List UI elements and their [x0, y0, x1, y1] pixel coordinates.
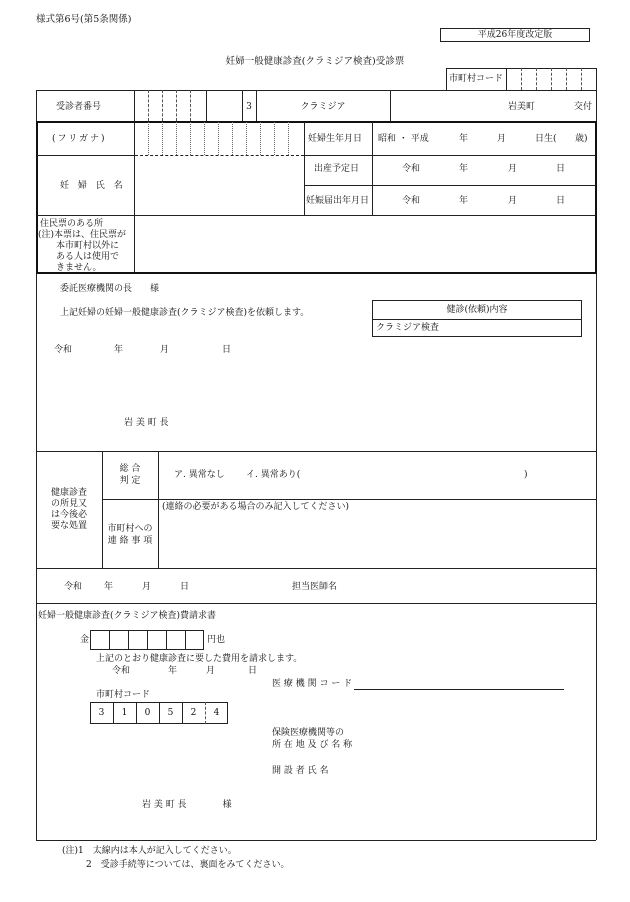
form-title: 妊婦一般健康診査(クラミジア検査)受診票	[225, 56, 405, 67]
thick-left	[36, 121, 38, 274]
footer-note-1: (注)1 太線内は本人が記入してください。	[62, 846, 237, 856]
result-normal[interactable]: ア. 異常なし	[174, 470, 225, 480]
code-digit-5: 2	[190, 708, 197, 718]
amount-cell	[166, 630, 167, 650]
municipality-code-label: 市町村コード	[449, 74, 504, 84]
amount-cell	[185, 630, 186, 650]
findings-label-4: 要な処置	[50, 521, 87, 531]
address-label: 住民票のある所	[40, 219, 104, 229]
row1-top-right	[446, 90, 596, 91]
request-year-label: 年	[114, 345, 124, 355]
due-year-label: 年	[459, 164, 469, 174]
billing-date-era: 令和	[112, 666, 131, 676]
examinee-number-label: 受診者番号	[56, 102, 102, 112]
frame-bottom	[36, 840, 596, 841]
billing-municipality-code-label: 市町村コード	[96, 690, 151, 700]
row1-top	[36, 90, 446, 91]
billing-month-label: 月	[206, 666, 216, 676]
result-abnormal[interactable]: イ. 異常あり(	[246, 470, 301, 480]
issue-label: 交付	[574, 102, 593, 112]
request-body: 上記妊婦の妊婦一般健康診査(クラミジア検査)を依頼します。	[60, 308, 310, 318]
request-content-divider	[372, 319, 582, 320]
abnormal-detail-input[interactable]	[306, 466, 522, 484]
overall-label-1: 総 合	[119, 464, 141, 474]
address-note-2: 本市町村以外に	[56, 241, 120, 251]
doctor-row-bottom	[36, 603, 596, 604]
furigana-bottom	[37, 155, 135, 156]
due-date-label: 出産予定日	[314, 164, 360, 174]
address-note-4: きません。	[56, 263, 102, 273]
doctor-year-label: 年	[104, 582, 114, 592]
findings-label-3: は今後必	[50, 510, 87, 520]
billing-title: 妊婦一般健康診査(クラミジア検査)費請求書	[38, 611, 217, 621]
amount-cell	[128, 630, 129, 650]
address-note-3: ある人は使用で	[56, 252, 120, 262]
municipality-code-input[interactable]	[507, 69, 595, 89]
doctor-day-label: 日	[180, 582, 190, 592]
contact-label-1: 市町村への	[107, 524, 153, 534]
notice-era: 令和	[402, 196, 421, 206]
facility-label-2: 所 在 地 及 び 名 称	[272, 740, 353, 750]
findings-top	[36, 451, 596, 452]
form-number: 様式第6号(第5条関係)	[36, 14, 132, 25]
amount-cell	[147, 630, 148, 650]
birth-year-label: 年	[459, 134, 469, 144]
amount-cell	[109, 630, 110, 650]
doctor-name-input[interactable]	[345, 576, 590, 596]
furigana-label: (フリガナ)	[52, 134, 107, 144]
contact-input[interactable]	[159, 514, 595, 567]
exam-number: 3	[246, 102, 252, 112]
founder-label: 開 設 者 氏 名	[272, 766, 329, 776]
request-date-era: 令和	[54, 345, 73, 355]
town-name: 岩美町	[508, 102, 536, 112]
address-input[interactable]	[135, 216, 595, 271]
code-digit-3: 0	[144, 708, 151, 718]
due-era: 令和	[402, 164, 421, 174]
doctor-month-label: 月	[142, 582, 152, 592]
facility-label-1: 保険医療機関等の	[272, 728, 345, 738]
request-mayor: 岩 美 町 長	[124, 418, 169, 428]
facility-code-label: 医 療 機 関 コ ー ド	[272, 679, 353, 689]
name-input[interactable]	[135, 156, 304, 215]
birth-day-suffix: 日生(	[535, 134, 557, 144]
code-box-left	[446, 68, 447, 90]
doctor-name-label: 担当医師名	[292, 582, 338, 592]
request-day-label: 日	[222, 345, 232, 355]
date-label-left	[304, 122, 305, 215]
birth-month-label: 月	[497, 134, 507, 144]
request-content-value: クラミジア検査	[376, 323, 440, 333]
request-month-label: 月	[160, 345, 170, 355]
request-content-header: 健診(依頼)内容	[446, 305, 508, 315]
birth-era: 昭和 ・ 平成	[378, 134, 429, 144]
row1-divider	[390, 90, 391, 121]
due-date-input[interactable]	[373, 156, 595, 185]
notice-day-label: 日	[556, 196, 566, 206]
address-note-1: (注)本票は、住民票が	[38, 230, 127, 240]
code-digit-1: 3	[98, 708, 105, 718]
thick-right	[595, 121, 597, 274]
revision-label: 平成26年度改定版	[477, 30, 553, 40]
founder-name-input[interactable]	[362, 762, 590, 780]
findings-bottom	[36, 568, 596, 569]
due-month-label: 月	[508, 164, 518, 174]
birth-date-input[interactable]	[373, 123, 595, 154]
findings-label-1: 健康診査	[50, 488, 87, 498]
code-digit-6: 4	[213, 708, 220, 718]
request-addressee: 委託医療機関の長 様	[60, 284, 160, 294]
doctor-date-era: 令和	[64, 582, 83, 592]
notice-date-input[interactable]	[373, 186, 595, 215]
exam-name: クラミジア	[300, 102, 346, 112]
age-label: 歳)	[575, 134, 588, 144]
revision-box	[440, 28, 590, 42]
notice-month-label: 月	[508, 196, 518, 206]
code-digit-4: 5	[167, 708, 174, 718]
examinee-number-input[interactable]	[135, 91, 205, 120]
billing-mayor: 岩 美 町 長 様	[142, 800, 232, 810]
row1-divider	[206, 90, 207, 121]
notice-year-label: 年	[459, 196, 469, 206]
facility-code-line	[354, 689, 564, 690]
due-day-label: 日	[556, 164, 566, 174]
findings-mid	[102, 499, 596, 500]
code-digit-2: 1	[121, 708, 128, 718]
thick-bottom	[36, 272, 597, 274]
findings-label-2: の所見又	[50, 499, 87, 509]
overall-label-2: 判 定	[119, 476, 141, 486]
facility-name-input[interactable]	[362, 726, 590, 752]
contact-note: (連絡の必要がある場合のみ記入してください)	[162, 502, 350, 512]
furigana-input[interactable]	[135, 123, 304, 154]
money-label: 金	[80, 635, 90, 645]
contact-label-2: 連 絡 事 項	[107, 536, 153, 546]
facility-code-input[interactable]	[356, 677, 562, 689]
result-abnormal-close: )	[524, 470, 528, 480]
billing-year-label: 年	[168, 666, 178, 676]
footer-note-2: 2 受診手続等については、裏面をみてください。	[86, 860, 290, 870]
billing-day-label: 日	[248, 666, 258, 676]
notice-date-label: 妊娠届出年月日	[306, 196, 370, 206]
yen-label: 円也	[207, 635, 226, 645]
billing-statement: 上記のとおり健康診査に要した費用を請求します。	[96, 654, 303, 664]
name-label: 妊 婦 氏 名	[60, 181, 126, 191]
birth-label: 妊婦生年月日	[308, 134, 363, 144]
